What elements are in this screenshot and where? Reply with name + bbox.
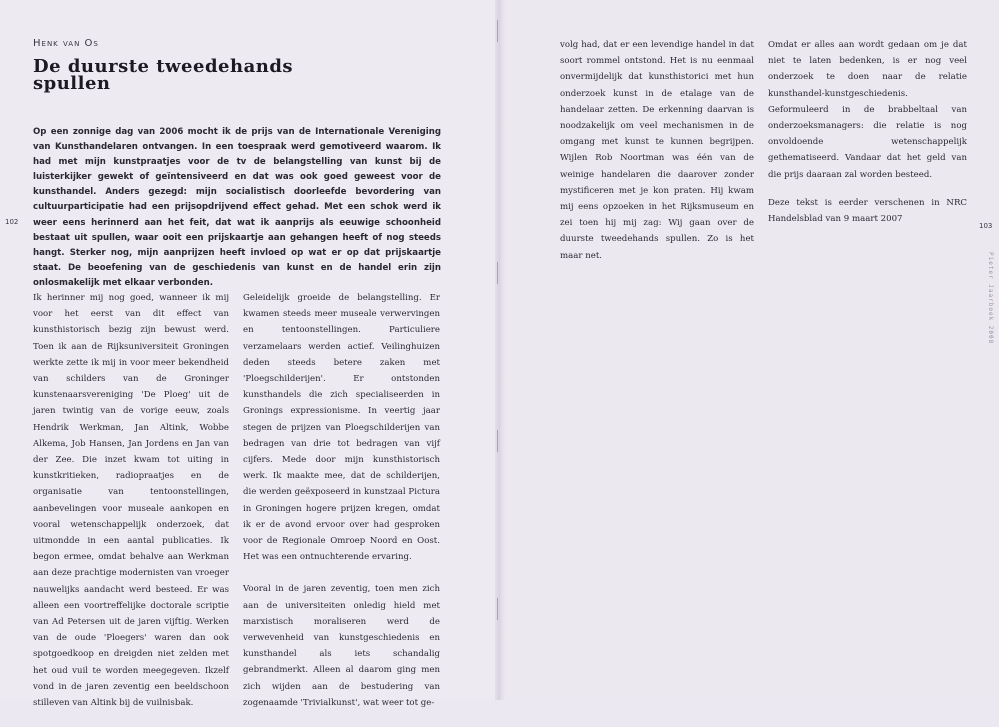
author-name: Henk van Os — [33, 38, 99, 49]
source-note: Deze tekst is eerder verschenen in NRC Handelsblad van 9 maart 2007 — [768, 197, 967, 225]
body-column-2 — [243, 290, 440, 727]
title-line-2: spullen — [33, 73, 111, 94]
print-mark — [497, 20, 498, 42]
paragraph: Geleidelijk groeide de belangstelling. Er kwamen steeds meer museale verwervingen en tentoonstellingen. Particuliere verzamelaars werden actief. Veilinghuizen deden steeds betere zaken met 'Ploegschilderijen'. Er ontstonden kunsthandels die zich specialiseerden in Gronings expressionisme. In veertig jaar stegen de prijzen van Ploegschilderijen van bedragen van drie tot bedragen van vijf cijfers. Mede door mijn kunsthistorisch werk. Ik maakte mee, dat de schilderijen, die werden geëxposeerd in kunstzaal Pictura in Groningen hogere prijzen kregen, omdat ik er de avond ervoor over had gesproken voor de Regionale Omroep Noord en Oost. Het was een ontnuchterende ervaring. — [243, 293, 440, 563]
book-gutter — [495, 0, 505, 700]
body-column-3 — [560, 37, 754, 280]
print-mark — [497, 430, 498, 452]
body-column-1 — [33, 290, 229, 727]
body-column-4 — [768, 37, 967, 239]
paragraph: Ik herinner mij nog goed, wanneer ik mij voor het eerst van dit effect van kunsthistorisch bezig zijn bewust werd. Toen ik aan de Rijksuniversiteit Groningen werkte zette ik mij in voor meer bekendheid van schilders van de Groninger kunstenaarsvereniging 'De Ploeg' uit de jaren twintig van de vorige eeuw, zoals Hendrik Werkman, Jan Altink, Wobbe Alkema, Job Hansen, Jan Jordens en Jan van der Zee. Die inzet kwam tot uiting in kunstkritieken, radiopraatjes en de organisatie van tentoonstellingen, aanbevelingen voor museale aankopen en vooral wetenschappelijk onderzoek, dat uitmondde in een aantal publicaties. Ik begon ermee, omdat behalve aan Werkman aan deze prachtige modernisten van vroeger nauwelijks aandacht werd besteed. Er was alleen een voortreffelijke doctorale scriptie van Ad Petersen uit de jaren vijftig. Werken van de oude 'Ploegers' waren dan ook spotgoedkoop en dreigden niet zelden met het oud vuil te worden meegegeven. Ikzelf vond in de jaren zeventig een beeldschoon stilleven van Altink bij de vuilnisbak. — [33, 293, 229, 709]
article-title — [33, 58, 453, 92]
title-line-1: De duurste tweedehands — [33, 56, 294, 77]
print-mark — [497, 598, 498, 620]
page-number-left: 102 — [5, 218, 19, 226]
paragraph: Vooral in de jaren zeventig, toen men zich aan de universiteiten onledig hield met marxistisch moraliseren werd de verwevenheid van kunstgeschiedenis en kunsthandel als iets schandalig gebrandmerkt. Alleen al daarom ging men zich wijden aan de bestudering van zogenaamde 'Trivialkunst', wat weer tot ge- — [243, 584, 440, 708]
paragraph: Omdat er alles aan wordt gedaan om je dat niet te laten bedenken, is er nog veel onderzoek te doen naar de relatie kunsthandel-kunstgeschiedenis. Geformuleerd in de brabbeltaal van onderzoeksmanagers: die relatie is nog onvoldoende wetenschappelijk gethematiseerd. Vandaar dat het geld van die prijs daaraan zal worden besteed. — [768, 40, 967, 180]
lead-paragraph: Op een zonnige dag van 2006 mocht ik de prijs van de Internationale Vereniging van Kunsthandelaren ontvangen. In een toespraak werd gemotiveerd waarom. Ik had met mijn kunstpraatjes voor de tv de belangstelling van kunst bij de luisterkijker gewekt of geïntensiveerd en dat was ook goed geweest voor de kunsthandel. Anders gezegd: mijn socialistisch doorleefde bevordering van cultuurparticipatie had een prijsopdrijvend effect gehad. Met een schok werd ik weer eens herinnerd aan het feit, dat wat ik aanprijs als eeuwige schoonheid bestaat uit spullen, waar ooit een prijskaartje aan gehangen heeft of nog steeds hangt. Sterker nog, mijn aanprijzen heeft invloed op wat er op dat prijskaartje staat. De beoefening van de geschiedenis van kunst en de handel erin zijn onlosmakelijk met elkaar verbonden. — [33, 127, 441, 288]
print-mark — [497, 262, 498, 284]
paragraph: volg had, dat er een levendige handel in dat soort rommel ontstond. Het is nu eenmaal onvermijdelijk dat kunsthistorici met hun onderzoek kunst in de etalage van de handelaar zetten. De erkenning daarvan is noodzakelijk om veel mechanismen in de omgang met kunst te kunnen begrijpen. Wijlen Rob Noortman was één van de weinige handelaren die daarover zonder mystificeren met je kon praten. Hij kwam mij eens opzoeken in het Rijksmuseum en zei toen hij mij zag: Wij gaan over de duurste tweedehands spullen. Zo is het maar net. — [560, 40, 754, 261]
page-number-right: 103 — [979, 222, 993, 230]
side-margin-text: Pieter Jaarboek 2008 — [987, 252, 994, 345]
